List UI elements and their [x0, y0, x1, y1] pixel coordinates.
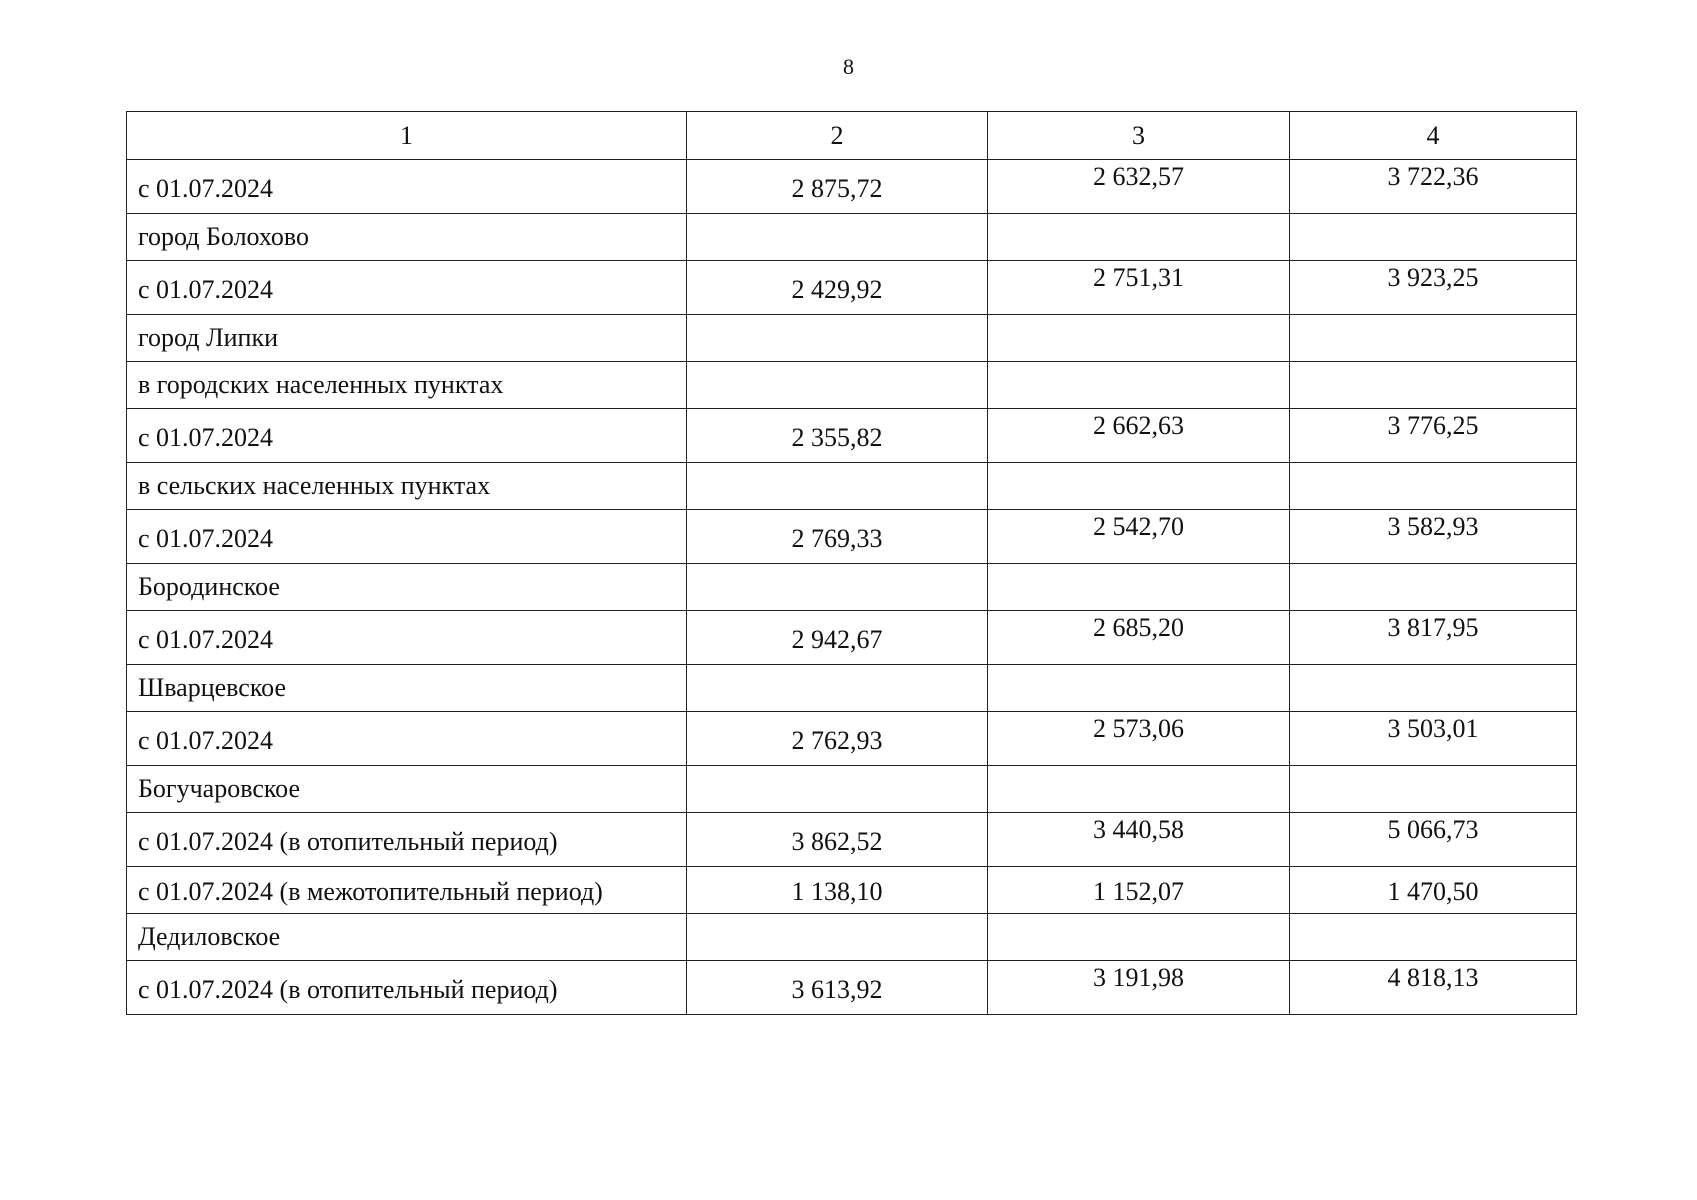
- column-header-2: 2: [687, 112, 988, 160]
- section-label-cell: в городских населенных пунктах: [127, 362, 687, 409]
- period-cell: с 01.07.2024: [127, 261, 687, 315]
- empty-cell: [1290, 362, 1577, 409]
- value-cell-col3: 2 751,31: [988, 261, 1290, 315]
- period-cell: с 01.07.2024 (в отопительный период): [127, 961, 687, 1015]
- section-label-cell: город Липки: [127, 315, 687, 362]
- page-number: 8: [843, 54, 854, 79]
- empty-cell: [1290, 665, 1577, 712]
- empty-cell: [988, 315, 1290, 362]
- period-cell: с 01.07.2024 (в межотопительный период): [127, 867, 687, 914]
- period-cell: с 01.07.2024: [127, 611, 687, 665]
- section-label-cell: Шварцевское: [127, 665, 687, 712]
- empty-cell: [687, 665, 988, 712]
- empty-cell: [687, 315, 988, 362]
- table-row: [127, 867, 1577, 914]
- table-row: [127, 510, 1577, 564]
- value-cell-col2: 2 875,72: [687, 160, 988, 214]
- empty-cell: [988, 564, 1290, 611]
- period-cell: с 01.07.2024 (в отопительный период): [127, 813, 687, 867]
- empty-cell: [1290, 214, 1577, 261]
- empty-cell: [687, 362, 988, 409]
- value-cell-col3: 2 662,63: [988, 409, 1290, 463]
- table-row: [127, 261, 1577, 315]
- empty-cell: [687, 214, 988, 261]
- empty-cell: [1290, 315, 1577, 362]
- column-header-1: 1: [127, 112, 687, 160]
- table-row: [127, 712, 1577, 766]
- empty-cell: [988, 914, 1290, 961]
- table-header-row: [127, 112, 1577, 160]
- section-label-cell: Богучаровское: [127, 766, 687, 813]
- table-row: [127, 160, 1577, 214]
- table-row-section-label: [127, 665, 1577, 712]
- value-cell-col4: 3 582,93: [1290, 510, 1577, 564]
- value-cell-col2: 1 138,10: [687, 867, 988, 914]
- section-label-cell: Дедиловское: [127, 914, 687, 961]
- empty-cell: [1290, 564, 1577, 611]
- tariff-table: [126, 111, 1577, 1015]
- empty-cell: [687, 766, 988, 813]
- table-row: [127, 611, 1577, 665]
- table-row-section-label: [127, 214, 1577, 261]
- value-cell-col2: 3 862,52: [687, 813, 988, 867]
- value-cell-col4: 5 066,73: [1290, 813, 1577, 867]
- empty-cell: [988, 362, 1290, 409]
- section-label-cell: Бородинское: [127, 564, 687, 611]
- empty-cell: [988, 463, 1290, 510]
- empty-cell: [687, 914, 988, 961]
- empty-cell: [988, 665, 1290, 712]
- value-cell-col4: 3 776,25: [1290, 409, 1577, 463]
- value-cell-col3: 1 152,07: [988, 867, 1290, 914]
- value-cell-col2: 2 942,67: [687, 611, 988, 665]
- empty-cell: [1290, 766, 1577, 813]
- period-cell: с 01.07.2024: [127, 409, 687, 463]
- empty-cell: [988, 214, 1290, 261]
- empty-cell: [1290, 463, 1577, 510]
- section-label-cell: город Болохово: [127, 214, 687, 261]
- value-cell-col4: 3 722,36: [1290, 160, 1577, 214]
- value-cell-col4: 3 923,25: [1290, 261, 1577, 315]
- table-row: [127, 961, 1577, 1015]
- value-cell-col4: 4 818,13: [1290, 961, 1577, 1015]
- value-cell-col2: 2 429,92: [687, 261, 988, 315]
- period-cell: с 01.07.2024: [127, 712, 687, 766]
- value-cell-col2: 2 762,93: [687, 712, 988, 766]
- table-row-section-label: [127, 362, 1577, 409]
- table-row-section-label: [127, 315, 1577, 362]
- table-row-section-label: [127, 766, 1577, 813]
- table-row: [127, 813, 1577, 867]
- column-header-4: 4: [1290, 112, 1577, 160]
- table-row-section-label: [127, 914, 1577, 961]
- column-header-3: 3: [988, 112, 1290, 160]
- period-cell: с 01.07.2024: [127, 160, 687, 214]
- value-cell-col2: 3 613,92: [687, 961, 988, 1015]
- empty-cell: [687, 564, 988, 611]
- value-cell-col4: 3 503,01: [1290, 712, 1577, 766]
- period-cell: с 01.07.2024: [127, 510, 687, 564]
- value-cell-col2: 2 355,82: [687, 409, 988, 463]
- section-label-cell: в сельских населенных пунктах: [127, 463, 687, 510]
- value-cell-col3: 2 542,70: [988, 510, 1290, 564]
- value-cell-col3: 2 573,06: [988, 712, 1290, 766]
- empty-cell: [988, 766, 1290, 813]
- table-row-section-label: [127, 463, 1577, 510]
- value-cell-col3: 2 685,20: [988, 611, 1290, 665]
- value-cell-col3: 3 440,58: [988, 813, 1290, 867]
- value-cell-col4: 3 817,95: [1290, 611, 1577, 665]
- empty-cell: [687, 463, 988, 510]
- value-cell-col3: 2 632,57: [988, 160, 1290, 214]
- value-cell-col4: 1 470,50: [1290, 867, 1577, 914]
- table-row: [127, 409, 1577, 463]
- empty-cell: [1290, 914, 1577, 961]
- value-cell-col2: 2 769,33: [687, 510, 988, 564]
- value-cell-col3: 3 191,98: [988, 961, 1290, 1015]
- table-row-section-label: [127, 564, 1577, 611]
